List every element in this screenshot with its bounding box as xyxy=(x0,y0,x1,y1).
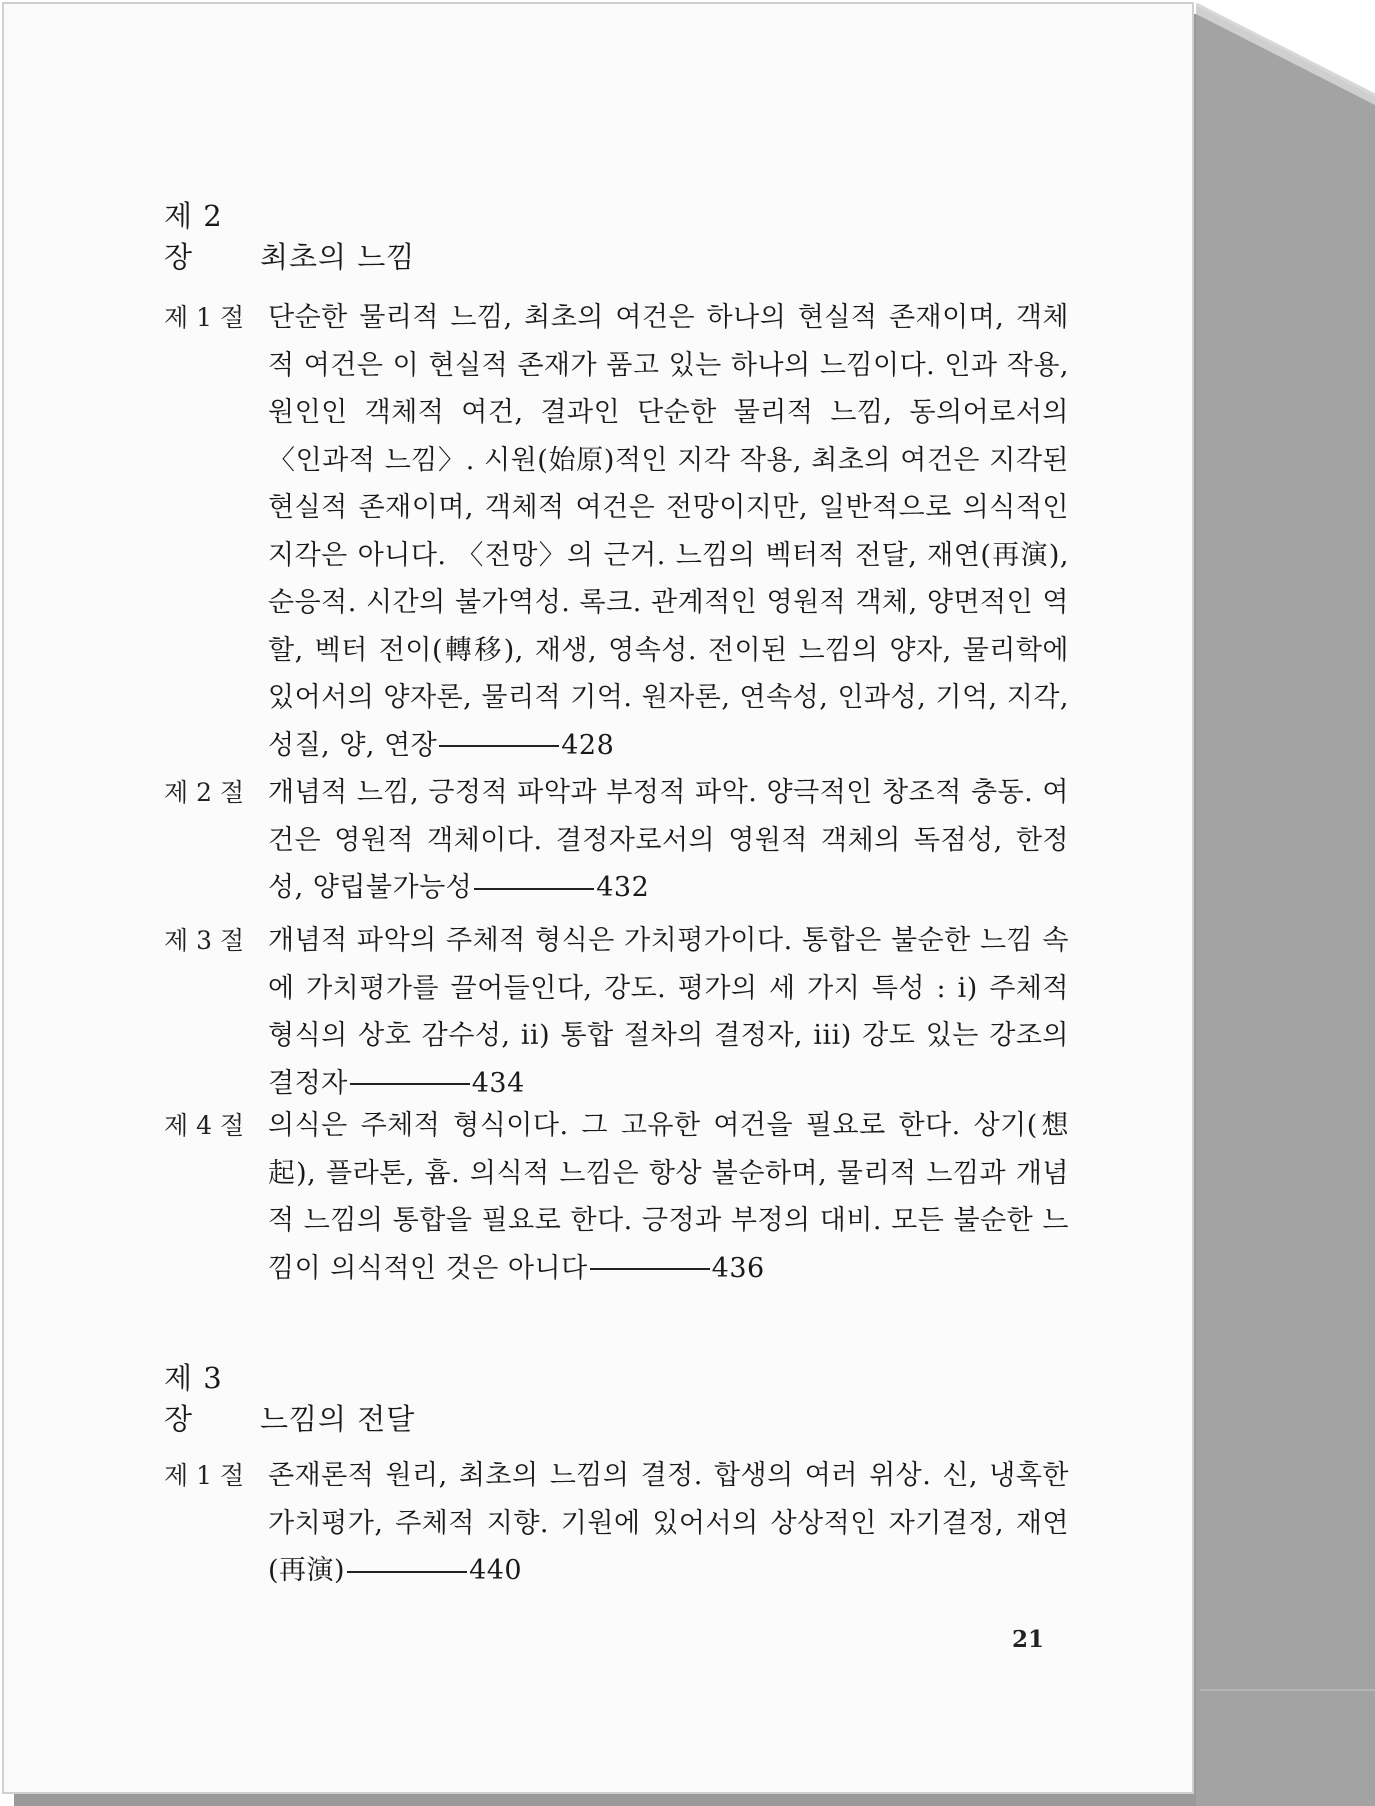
dot-leader xyxy=(347,1571,467,1573)
section-entry xyxy=(164,917,1069,1107)
chapter-title: 느낌의 전달 xyxy=(260,1402,416,1436)
dot-leader xyxy=(350,1083,470,1085)
section-body xyxy=(268,1452,1069,1595)
section-label: 제 3 절 xyxy=(164,926,245,955)
section-label: 제 1 절 xyxy=(164,1461,245,1490)
section-text: 의식은 주체적 형식이다. 그 고유한 여건을 필요로 한다. 상기(想起), 플라톤, 흄. 의식적 느낌은 항상 불순하며, 물리적 느낌과 개념적 느낌의 통합을 필요로 한다. 긍정과 부정의 대비. 모든 불순한 느낌이 의식적인 것은 아니다 xyxy=(268,1110,1069,1284)
section-page-ref: 434 xyxy=(471,1067,525,1099)
chapter-number: 제 2 장 xyxy=(164,199,223,274)
chapter-heading xyxy=(164,194,415,276)
section-label: 제 1 절 xyxy=(164,303,245,332)
page-number: 21 xyxy=(1012,1626,1045,1653)
section-body xyxy=(268,294,1069,769)
section-entry xyxy=(164,769,1069,912)
section-entry xyxy=(164,1452,1069,1595)
section-body xyxy=(268,917,1069,1107)
page-stack-edge xyxy=(1196,0,1375,1806)
section-body xyxy=(268,1102,1069,1292)
section-page-ref: 428 xyxy=(561,729,615,761)
section-label: 제 4 절 xyxy=(164,1111,245,1140)
chapter-title: 최초의 느낌 xyxy=(260,240,416,274)
book-page xyxy=(2,2,1194,1794)
section-text: 단순한 물리적 느낌, 최초의 여건은 하나의 현실적 존재이며, 객체적 여건은 이 현실적 존재가 품고 있는 하나의 느낌이다. 인과 작용, 원인인 객체적 여건, 결과인 단순한 물리적 느낌, 동의어로서의 〈인과적 느낌〉. 시원(始原)적인 지각 작용, 최초의 여건은 지각된 현실적 존재이며, 객체적 여건은 전망이지만, 일반적으로 의식적인 지각은 아니다. 〈전망〉의 근거. 느낌의 벡터적 전달, 재연(再演), 순응적. 시간의 불가역성. 록크. 관계적인 영원적 객체, 양면적인 역할, 벡터 전이(轉移), 재생, 영속성. 전이된 느낌의 양자, 물리학에 있어서의 양자론, 물리적 기억. 원자론, 연속성, 인과성, 기억, 지각, 성질, 양, 연장 xyxy=(268,302,1069,761)
section-label: 제 2 절 xyxy=(164,778,245,807)
dot-leader xyxy=(439,745,559,747)
section-text: 개념적 파악의 주체적 형식은 가치평가이다. 통합은 불순한 느낌 속에 가치평가를 끌어들인다, 강도. 평가의 세 가지 특성 : i) 주체적 형식의 상호 감수성, ii) 통합 절차의 결정자, iii) 강도 있는 강조의 결정자 xyxy=(268,925,1069,1099)
section-page-ref: 436 xyxy=(711,1252,765,1284)
section-entry xyxy=(164,1102,1069,1292)
section-text: 개념적 느낌, 긍정적 파악과 부정적 파악. 양극적인 창조적 충동. 여건은 영원적 객체이다. 결정자로서의 영원적 객체의 독점성, 한정성, 양립불가능성 xyxy=(268,777,1069,903)
section-page-ref: 432 xyxy=(596,872,650,903)
chapter-number: 제 3 장 xyxy=(164,1361,223,1436)
dot-leader xyxy=(474,888,594,890)
section-entry xyxy=(164,294,1069,769)
dot-leader xyxy=(590,1268,710,1270)
section-text: 존재론적 원리, 최초의 느낌의 결정. 합생의 여러 위상. 신, 냉혹한 가치평가, 주체적 지향. 기원에 있어서의 상상적인 자기결정, 재연(再演) xyxy=(268,1460,1069,1586)
chapter-heading xyxy=(164,1356,415,1438)
section-body xyxy=(268,769,1069,912)
section-page-ref: 440 xyxy=(469,1555,523,1586)
